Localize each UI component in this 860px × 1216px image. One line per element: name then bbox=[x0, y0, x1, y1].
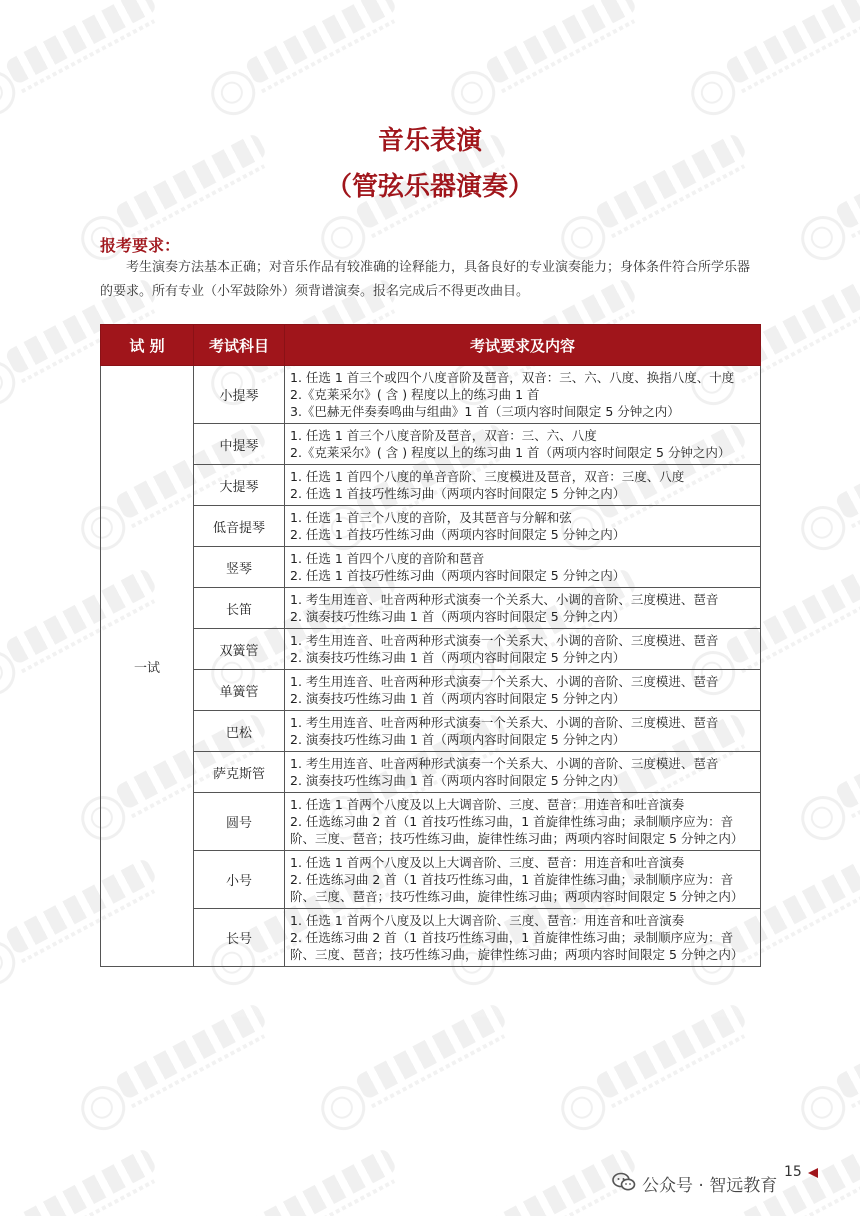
content-line: 1. 任选 1 首两个八度及以上大调音阶、三度、琶音：用连音和吐音演奏 bbox=[290, 913, 685, 928]
content-cell bbox=[285, 851, 761, 909]
content-cell bbox=[285, 752, 761, 793]
content-line: 1. 任选 1 首两个八度及以上大调音阶、三度、琶音：用连音和吐音演奏 bbox=[290, 797, 685, 812]
watermark-logo bbox=[679, 0, 860, 128]
watermark-logo bbox=[69, 987, 291, 1143]
table-row bbox=[101, 547, 761, 588]
table-row bbox=[101, 670, 761, 711]
content-line: 1. 任选 1 首两个八度及以上大调音阶、三度、琶音：用连音和吐音演奏 bbox=[290, 855, 685, 870]
content-line: 1. 考生用连音、吐音两种形式演奏一个关系大、小调的音阶、三度模进、琶音 bbox=[290, 592, 719, 607]
content-line: 2. 演奏技巧性练习曲 1 首（两项内容时间限定 5 分钟之内） bbox=[290, 609, 626, 624]
header-subject: 考试科目 bbox=[194, 325, 285, 366]
content-line: 1. 任选 1 首三个或四个八度音阶及琶音，双音：三、六、八度、换指八度、十度 bbox=[290, 370, 735, 385]
content-line: 2. 任选 1 首技巧性练习曲（两项内容时间限定 5 分钟之内） bbox=[290, 527, 626, 542]
subject-cell: 长号 bbox=[194, 909, 285, 967]
content-line: 2. 任选 1 首技巧性练习曲（两项内容时间限定 5 分钟之内） bbox=[290, 568, 626, 583]
subject-cell: 小号 bbox=[194, 851, 285, 909]
content-line: 1. 考生用连音、吐音两种形式演奏一个关系大、小调的音阶、三度模进、琶音 bbox=[290, 756, 719, 771]
header-round: 试 别 bbox=[101, 325, 194, 366]
page-title: 音乐表演 bbox=[377, 126, 482, 156]
table-row bbox=[101, 629, 761, 670]
page-subtitle: （管弦乐器演奏） bbox=[325, 172, 534, 202]
table-row bbox=[101, 424, 761, 465]
subject-cell: 单簧管 bbox=[194, 670, 285, 711]
content-cell bbox=[285, 711, 761, 752]
watermark-logo bbox=[199, 0, 421, 128]
content-cell bbox=[285, 909, 761, 967]
content-line: 2.《克莱采尔》( 含 ) 程度以上的练习曲 1 首 bbox=[290, 387, 540, 402]
watermark-logo bbox=[789, 407, 860, 563]
page-marker-icon bbox=[808, 1168, 818, 1178]
watermark-logo bbox=[789, 987, 860, 1143]
content-cell bbox=[285, 793, 761, 851]
table-row bbox=[101, 752, 761, 793]
content-line: 2. 演奏技巧性练习曲 1 首（两项内容时间限定 5 分钟之内） bbox=[290, 773, 626, 788]
subject-cell: 大提琴 bbox=[194, 465, 285, 506]
subject-cell: 圆号 bbox=[194, 793, 285, 851]
subject-cell: 长笛 bbox=[194, 588, 285, 629]
round-cell: 一试 bbox=[101, 366, 194, 967]
content-line: 1. 任选 1 首四个八度的音阶和琶音 bbox=[290, 551, 485, 566]
exam-table bbox=[100, 324, 761, 967]
content-line: 2. 演奏技巧性练习曲 1 首（两项内容时间限定 5 分钟之内） bbox=[290, 732, 626, 747]
watermark-logo bbox=[0, 1132, 181, 1216]
content-line: 1. 考生用连音、吐音两种形式演奏一个关系大、小调的音阶、三度模进、琶音 bbox=[290, 674, 719, 689]
watermark-logo bbox=[199, 1132, 421, 1216]
table-row bbox=[101, 506, 761, 547]
content-line: 2. 任选练习曲 2 首（1 首技巧性练习曲，1 首旋律性练习曲；录制顺序应为：音阶、三度、琶音；技巧性练习曲，旋律性练习曲；两项内容时间限定 5 分钟之内） bbox=[290, 930, 744, 962]
table-header-row bbox=[101, 325, 761, 366]
table-row bbox=[101, 366, 761, 424]
watermark-logo bbox=[549, 987, 771, 1143]
content-line: 1. 任选 1 首三个八度音阶及琶音，双音：三、六、八度 bbox=[290, 428, 597, 443]
subject-cell: 萨克斯管 bbox=[194, 752, 285, 793]
footer bbox=[612, 1164, 842, 1198]
subject-cell: 小提琴 bbox=[194, 366, 285, 424]
content-line: 1. 考生用连音、吐音两种形式演奏一个关系大、小调的音阶、三度模进、琶音 bbox=[290, 715, 719, 730]
content-line: 2.《克莱采尔》( 含 ) 程度以上的练习曲 1 首（两项内容时间限定 5 分钟之内） bbox=[290, 445, 731, 460]
table-row bbox=[101, 588, 761, 629]
content-line: 1. 任选 1 首三个八度的音阶，及其琶音与分解和弦 bbox=[290, 510, 572, 525]
page-number: 15 bbox=[784, 1164, 802, 1180]
watermark-logo bbox=[439, 0, 661, 128]
content-cell bbox=[285, 465, 761, 506]
content-cell bbox=[285, 506, 761, 547]
content-line: 1. 任选 1 首四个八度的单音音阶、三度模进及琶音，双音：三度、八度 bbox=[290, 469, 685, 484]
content-cell bbox=[285, 588, 761, 629]
subject-cell: 中提琴 bbox=[194, 424, 285, 465]
subject-cell: 竖琴 bbox=[194, 547, 285, 588]
subject-cell: 巴松 bbox=[194, 711, 285, 752]
watermark-logo bbox=[789, 697, 860, 853]
content-line: 2. 任选练习曲 2 首（1 首技巧性练习曲，1 首旋律性练习曲；录制顺序应为：音阶、三度、琶音；技巧性练习曲，旋律性练习曲；两项内容时间限定 5 分钟之内） bbox=[290, 814, 744, 846]
table-row bbox=[101, 793, 761, 851]
requirements-text: 考生演奏方法基本正确；对音乐作品有较准确的诠释能力，具备良好的专业演奏能力；身体条件符合所学乐器的要求。所有专业（小军鼓除外）须背谱演奏。报名完成后不得更改曲目。 bbox=[100, 260, 751, 299]
content-cell bbox=[285, 629, 761, 670]
subject-cell: 双簧管 bbox=[194, 629, 285, 670]
content-line: 2. 演奏技巧性练习曲 1 首（两项内容时间限定 5 分钟之内） bbox=[290, 691, 626, 706]
watermark-logo bbox=[0, 0, 181, 128]
content-line: 2. 任选练习曲 2 首（1 首技巧性练习曲，1 首旋律性练习曲；录制顺序应为：音阶、三度、琶音；技巧性练习曲，旋律性练习曲；两项内容时间限定 5 分钟之内） bbox=[290, 872, 744, 904]
table-row bbox=[101, 465, 761, 506]
header-content: 考试要求及内容 bbox=[285, 325, 761, 366]
table-row bbox=[101, 711, 761, 752]
footer-source: 公众号 · 智远教育 bbox=[642, 1176, 778, 1196]
content-line: 2. 任选 1 首技巧性练习曲（两项内容时间限定 5 分钟之内） bbox=[290, 486, 626, 501]
subject-cell: 低音提琴 bbox=[194, 506, 285, 547]
wechat-icon bbox=[612, 1172, 636, 1192]
content-cell bbox=[285, 547, 761, 588]
content-line: 1. 考生用连音、吐音两种形式演奏一个关系大、小调的音阶、三度模进、琶音 bbox=[290, 633, 719, 648]
table-row bbox=[101, 909, 761, 967]
content-cell bbox=[285, 670, 761, 711]
watermark-logo bbox=[309, 987, 531, 1143]
content-line: 2. 演奏技巧性练习曲 1 首（两项内容时间限定 5 分钟之内） bbox=[290, 650, 626, 665]
content-cell bbox=[285, 366, 761, 424]
table-row bbox=[101, 851, 761, 909]
content-line: 3.《巴赫无伴奏奏鸣曲与组曲》1 首（三项内容时间限定 5 分钟之内） bbox=[290, 404, 680, 419]
requirements-heading: 报考要求： bbox=[100, 236, 181, 255]
content-cell bbox=[285, 424, 761, 465]
